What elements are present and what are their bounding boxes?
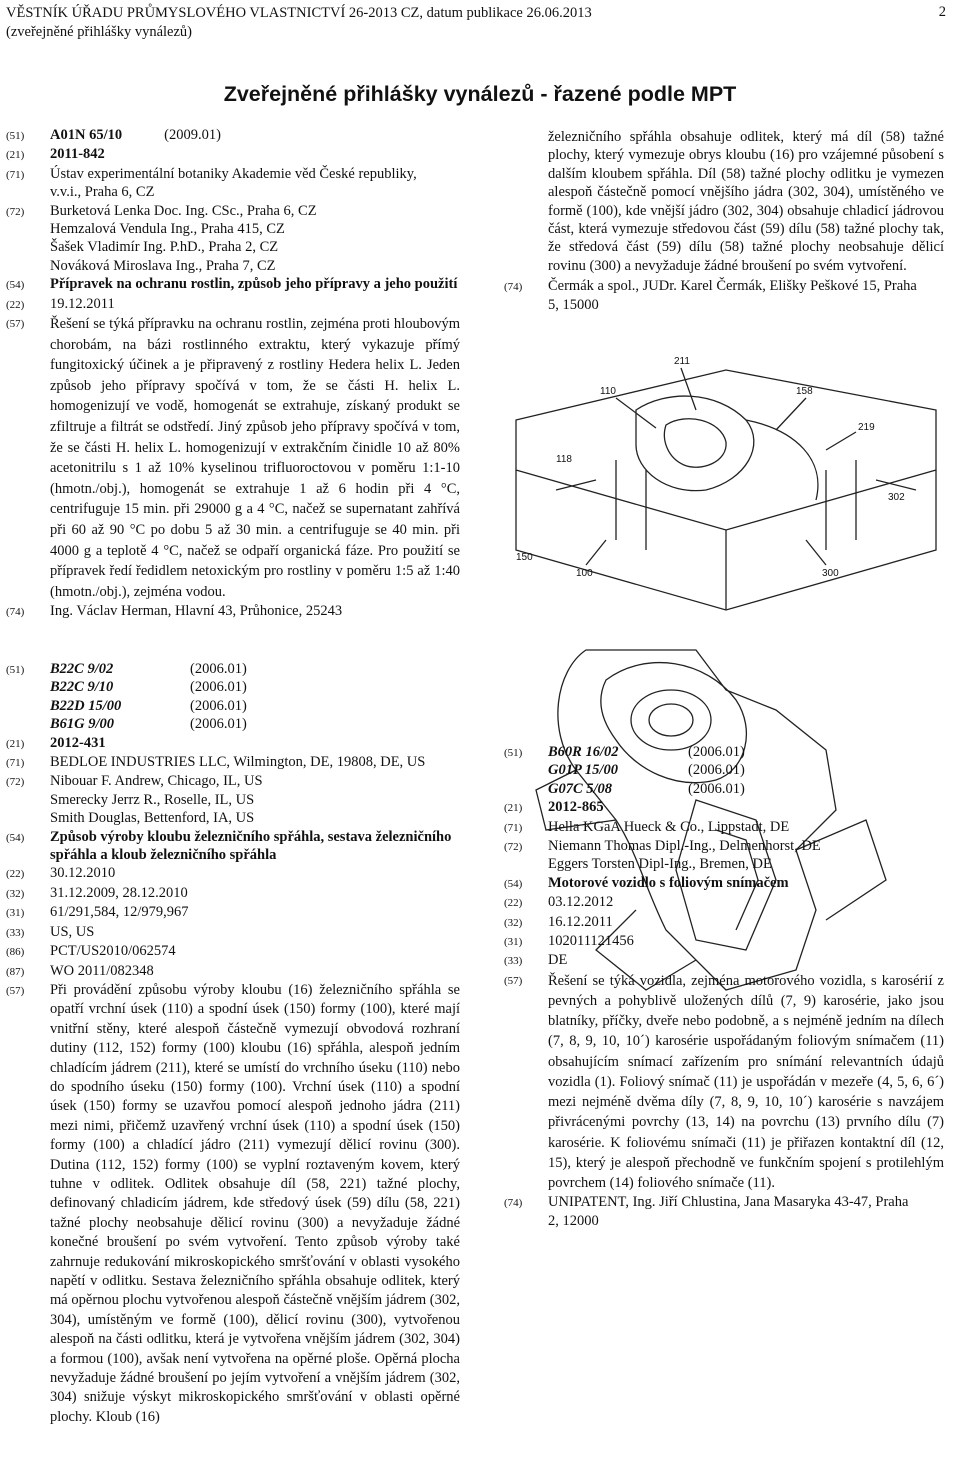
abstract: Řešení se týká vozidla, zejména motorového vozidla, s karosérií z pevných a pohyblivě uložených dílů (7, 9) karosérie, jako jsou blatníky, příčky, dveře nebo podobně, a s nejméně jedním na dílech (7, 8, 9, 10, 10´) karosérie uspořádaným foliovým snímačem (11) obsahujícím snímací zařízením pro snímání relevantních údajů vozidla (1). Foliový snímač (11) je uspořádán v mezeře (4, 5, 6, 6´) mezi nejméně dvěma díly (7, 8, 9, 10, 10´) karosérie s navzájem přivrácenými povrchy (13, 14) na povrchu (13) prvního dílu (7) karosérie. K foliovému snímači (11) je přiřazen kontaktní díl (12, 15), který je alespoň přechodně ve funkčním spojení s protilehlým povrchem (14) foliového snímače (11). xyxy=(548,972,944,1191)
code-22: (22) xyxy=(6,298,25,311)
agent: Ing. Václav Herman, Hlavní 43, Průhonice, 25243 xyxy=(50,603,343,620)
entry-3 xyxy=(504,743,944,1230)
code-72: (72) xyxy=(6,205,25,218)
code-21: (21) xyxy=(6,149,25,162)
bulletin-header xyxy=(6,4,592,42)
code-32: (32) xyxy=(6,887,25,900)
code-71: (71) xyxy=(6,168,25,181)
inventor: Hemzalová Vendula Ing., Praha 415, CZ xyxy=(50,221,285,238)
code-72: (72) xyxy=(504,841,523,854)
inventor: Burketová Lenka Doc. Ing. CSc., Praha 6, CZ xyxy=(50,202,317,219)
code-86: (86) xyxy=(6,946,25,959)
ipc-class-row: B22D 15/00 (2006.01) xyxy=(50,697,247,714)
filing-date: 03.12.2012 xyxy=(548,894,614,911)
code-74: (74) xyxy=(504,281,523,294)
entry-2 xyxy=(6,660,460,1427)
code-51: (51) xyxy=(504,747,523,759)
code-71: (71) xyxy=(6,757,25,770)
code-22: (22) xyxy=(6,868,25,881)
entry-1 xyxy=(6,126,460,622)
code-54: (54) xyxy=(504,877,523,890)
drawing-label: 219 xyxy=(858,422,875,433)
code-33: (33) xyxy=(6,926,25,939)
pct-number: PCT/US2010/062574 xyxy=(50,943,176,960)
drawing-label: 211 xyxy=(674,356,690,367)
code-57: (57) xyxy=(6,984,25,997)
filing-date: 19.12.2011 xyxy=(50,295,115,312)
entry-2-continuation xyxy=(504,128,944,314)
applicant-line-1: Ústav experimentální botaniky Akademie věd České republiky, xyxy=(50,165,417,182)
code-54: (54) xyxy=(6,831,25,844)
code-31: (31) xyxy=(6,907,25,920)
drawing-label: 110 xyxy=(600,386,616,397)
code-31: (31) xyxy=(504,936,523,949)
applicant-line-2: v.v.i., Praha 6, CZ xyxy=(50,184,155,201)
inventor: Nibouar F. Andrew, Chicago, IL, US xyxy=(50,773,263,790)
code-51: (51) xyxy=(6,130,25,142)
drawing-label: 302 xyxy=(888,492,905,503)
inventor: Smerecky Jerrz R., Roselle, IL, US xyxy=(50,791,255,808)
abstract-continuation: železničního spřáhla obsahuje odlitek, který má díl (58) tažné plochy, který vymezuje obrys kloubu (16) pro vzájemné působení s dalším kloubem spřáhla. Díl (58) tažné plochy odlitku je vymezen alespoň částečně pomocí vnějšího jádra (302, 304), umístěného ve formě (100), kde vnější jádro (302, 304) obsahuje chladicí jádrovou část, která vymezuje středovou část (59) dílu (58) tažné plochy tak, že středová část (59) dílu (58) tažné plochy neobsahuje dělicí rovinu (300) a nevyžaduje žádné broušení po svém vytvoření. xyxy=(548,129,944,274)
application-number: 2012-865 xyxy=(548,799,604,816)
inventor: Smith Douglas, Bettenford, IA, US xyxy=(50,810,255,827)
ipc-class-row: B22C 9/02 (2006.01) xyxy=(50,661,247,677)
applicant: BEDLOE INDUSTRIES LLC, Wilmington, DE, 19808, DE, US xyxy=(50,754,426,771)
agent-line-1: Čermák a spol., JUDr. Karel Čermák, Elišky Peškové 15, Praha xyxy=(548,278,917,295)
code-57: (57) xyxy=(6,318,25,331)
application-number: 2012-431 xyxy=(50,734,106,751)
code-74: (74) xyxy=(504,1197,523,1210)
priority-country: US, US xyxy=(50,923,95,940)
invention-title: Motorové vozidlo s foliovým snímačem xyxy=(548,874,789,891)
ipc-date: (2009.01) xyxy=(164,127,221,143)
inventor: Nováková Miroslava Ing., Praha 7, CZ xyxy=(50,257,276,274)
inventor: Niemann Thomas Dipl.-Ing., Delmenhorst, DE xyxy=(548,838,821,855)
page-number: 2 xyxy=(938,4,946,20)
inventor: Eggers Torsten Dipl-Ing., Bremen, DE xyxy=(548,856,772,873)
code-87: (87) xyxy=(6,965,25,978)
ipc-class-row: G07C 5/08 (2006.01) xyxy=(548,780,745,797)
code-57: (57) xyxy=(504,974,523,987)
code-33: (33) xyxy=(504,955,523,968)
invention-title: Přípravek na ochranu rostlin, způsob jeho přípravy a jeho použití xyxy=(50,276,458,293)
ipc-class-row: B61G 9/00 (2006.01) xyxy=(50,716,247,733)
abstract: Řešení se týká přípravku na ochranu rostlin, zejména proti hloubovým chorobám, na bázi rostlinného extraktu, který vykazuje přímý fungitoxický účinek a je připravený z rostliny Hedera helix L. Jeden způsob jeho přípravy spočívá v tom, že se části H. helix L. homogenizují ve vodě, homogenát se extrahuje, získaný produkt se zfiltruje a filtrát se odstředí. Jiný způsob jeho přípravy spočívá v tom, že se části H. helix L. homogenizují v extrakčním činidle 10 až 80% acetonitrilu s 1 až 10% kyselinou trifluoroctovou v poměru 1:1-10 (hmotn./obj.), homogenát se extrahuje 1 až 6 hodin při 4 °C, centrifuguje 15 min. při 29000 g a 4 °C, načež se supernatant zahřívá při 60 až 90 °C po dobu 5 až 30 min. a centrifuguje se 40 min. při 4000 g a teplotě 4 °C, načež se odpaří organická fáze. Pro použití se přípravek ředí ředidlem netoxickým pro rostliny v poměru 1:5 až 1:40 (hmotn./obj.), zejména vodou. xyxy=(50,316,460,600)
filing-date: 30.12.2010 xyxy=(50,865,116,882)
header-line-2: (zveřejněné přihlášky vynálezů) xyxy=(6,24,192,40)
wo-number: WO 2011/082348 xyxy=(50,962,154,979)
priority-number: 61/291,584, 12/979,967 xyxy=(50,904,189,921)
code-21: (21) xyxy=(6,737,25,750)
agent-line-2: 5, 15000 xyxy=(548,296,599,313)
agent-line-2: 2, 12000 xyxy=(548,1212,599,1229)
application-number: 2011-842 xyxy=(50,146,105,163)
code-51: (51) xyxy=(6,664,25,676)
header-line-1: VĚSTNÍK ÚŘADU PRŮMYSLOVÉHO VLASTNICTVÍ 26-2013 CZ, datum publikace 26.06.2013 xyxy=(6,5,592,21)
abstract: Při provádění způsobu výroby kloubu (16) železničního spřáhla se opatří vrchní úsek (110) a spodní úsek (150) formy (100), které mají vnitřní stěny, které alespoň částečně vymezují obvodová rozhraní dutiny (112, 152) formy (100) kloubu (16) spřáhla, alespoň jedním chladícím jádrem (211), které se umístí do vrchního úseku (110) nebo do spodního úseku (150) formy (100). Vrchní úsek (110) a spodní úsek (150) formy se uzavřou pomocí alespoň jednoho jádra (211) mezi nimi, přičemž uzavřený vrchní úsek (110) a spodní úsek (150) formy (100) a chladící jádro (211) vymezují dělicí rovinu (300). Dutina (112, 152) formy (100) se vyplní roztaveným kovem, který tuhne v odlitek. Odlitek obsahuje díl (58, 221) tažné plochy, definovaný chladicím jádrem, kde středový úsek (59) dílu (58, 221) tažné plochy neobsahuje dělicí rovinu (300) a nevyžaduje žádné konečné broušení po svém vytvoření. Tento způsob výroby také zahrnuje redukování mikroskopického smršťování v oblasti vysokého napětí v odlitku. Sestava železničního spřáhla obsahuje odlitek, který má opěrnou plochu vytvořenou alespoň částečně vnějším jádrem (302, 304), umístěným ve formě (100), dělicí rovinu (300), vytvořenou alespoň na části odlitku, která je vytvořena vnějším jádrem (302, 304) a formou (100), avšak není vytvořena na opěrné ploše. Opěrná plocha nevyžaduje žádné broušení po jejím vytvoření a vnějším jádrem (302, 304) snižuje výskyt mikroskopického smršťování v oblasti opěrné plochy. Kloub (16) xyxy=(50,981,460,1425)
agent-line-1: UNIPATENT, Ing. Jiří Chlustina, Jana Masaryka 43-47, Praha xyxy=(548,1194,909,1211)
code-32: (32) xyxy=(504,916,523,929)
invention-title: Způsob výroby kloubu železničního spřáhla, sestava železničního spřáhla a kloub železničního spřáhla xyxy=(50,828,452,864)
code-21: (21) xyxy=(504,802,523,815)
code-72: (72) xyxy=(6,776,25,789)
priority-date: 31.12.2009, 28.12.2010 xyxy=(50,884,188,901)
applicant: Hella KGaA Hueck & Co., Lippstadt, DE xyxy=(548,818,790,835)
drawing-label: 150 xyxy=(516,552,533,563)
priority-number: 102011121456 xyxy=(548,933,634,950)
code-54: (54) xyxy=(6,279,25,292)
section-title: Zveřejněné přihlášky vynálezů - řazené podle MPT xyxy=(223,82,737,106)
code-22: (22) xyxy=(504,897,523,910)
drawing-label: 158 xyxy=(796,386,813,397)
drawing-label: 100 xyxy=(576,568,593,579)
ipc-class-row: B60R 16/02 (2006.01) xyxy=(548,744,745,760)
priority-country: DE xyxy=(548,952,568,969)
priority-date: 16.12.2011 xyxy=(548,913,613,930)
drawing-label: 300 xyxy=(822,568,839,579)
ipc-class-row: B22C 9/10 (2006.01) xyxy=(50,679,247,696)
ipc-class-row: G01P 15/00 (2006.01) xyxy=(548,762,745,779)
drawing-label: 118 xyxy=(556,454,572,465)
ipc-class: A01N 65/10 xyxy=(50,127,123,143)
code-74: (74) xyxy=(6,606,25,619)
code-71: (71) xyxy=(504,821,523,834)
inventor: Šašek Vladimír Ing. P.hD., Praha 2, CZ xyxy=(50,239,279,256)
